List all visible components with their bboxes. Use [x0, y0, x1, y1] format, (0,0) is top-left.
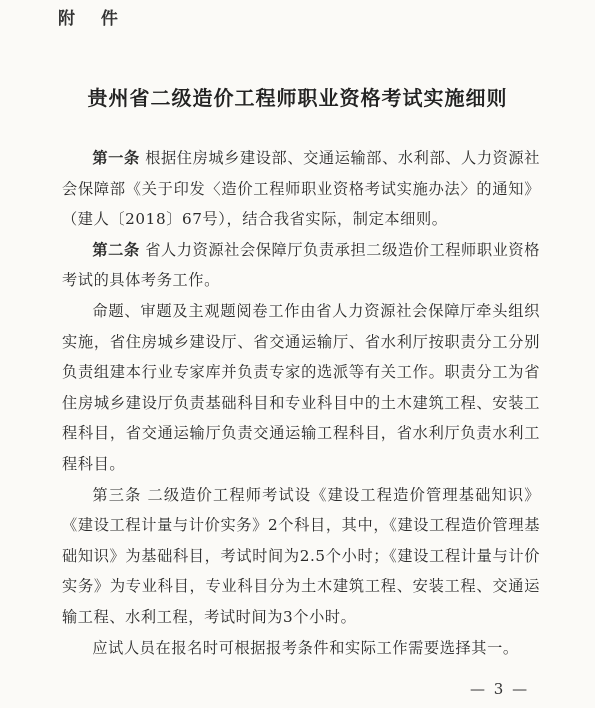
- article-3-text: 第三条 二级造价工程师考试设《建设工程造价管理基础知识》《建设工程计量与计价实务》2个科目，其中，《建设工程造价管理基础知识》为基础科目，考试时间为2.5个小时；《建设工程计量与计价实务》为专业科目，专业科目分为土木建筑工程、安装工程、交通运输工程、水利工程，考试时间为3个小时。: [62, 485, 540, 626]
- document-title: 贵州省二级造价工程师职业资格考试实施细则: [87, 86, 508, 110]
- article-2: [62, 235, 540, 296]
- article-2-lead: 第二条: [92, 240, 140, 259]
- article-3: [62, 480, 540, 633]
- article-3-note-text: 应试人员在报名时可根据报考条件和实际工作需要选择其一。: [92, 638, 519, 657]
- article-1: [62, 143, 540, 235]
- attachment-label: 附 件: [58, 9, 128, 29]
- article-2-detail-text: 命题、审题及主观题阅卷工作由省人力资源社会保障厅牵头组织实施，省住房城乡建设厅、省交通运输厅、省水利厅按职责分工分别负责组建本行业专家库并负责专家的选派等有关工作。职责分工为省住房城乡建设厅负责基础科目和专业科目中的土木建筑工程、安装工程科目，省交通运输厅负责交通运输工程科目，省水利厅负责水利工程科目。: [62, 301, 540, 473]
- article-1-text: 根据住房城乡建设部、交通运输部、水利部、人力资源社会保障部《关于印发〈造价工程师职业资格考试实施办法〉的通知》（建人〔2018〕67号），结合我省实际，制定本细则。: [62, 149, 540, 229]
- document-body: [62, 143, 540, 663]
- article-1-lead: 第一条: [92, 149, 140, 167]
- page-number: — 3 —: [470, 680, 530, 698]
- article-2-detail: [62, 296, 540, 480]
- article-3-note: [62, 633, 540, 664]
- article-2-text: 省人力资源社会保障厅负责承担二级造价工程师职业资格考试的具体考务工作。: [62, 240, 540, 290]
